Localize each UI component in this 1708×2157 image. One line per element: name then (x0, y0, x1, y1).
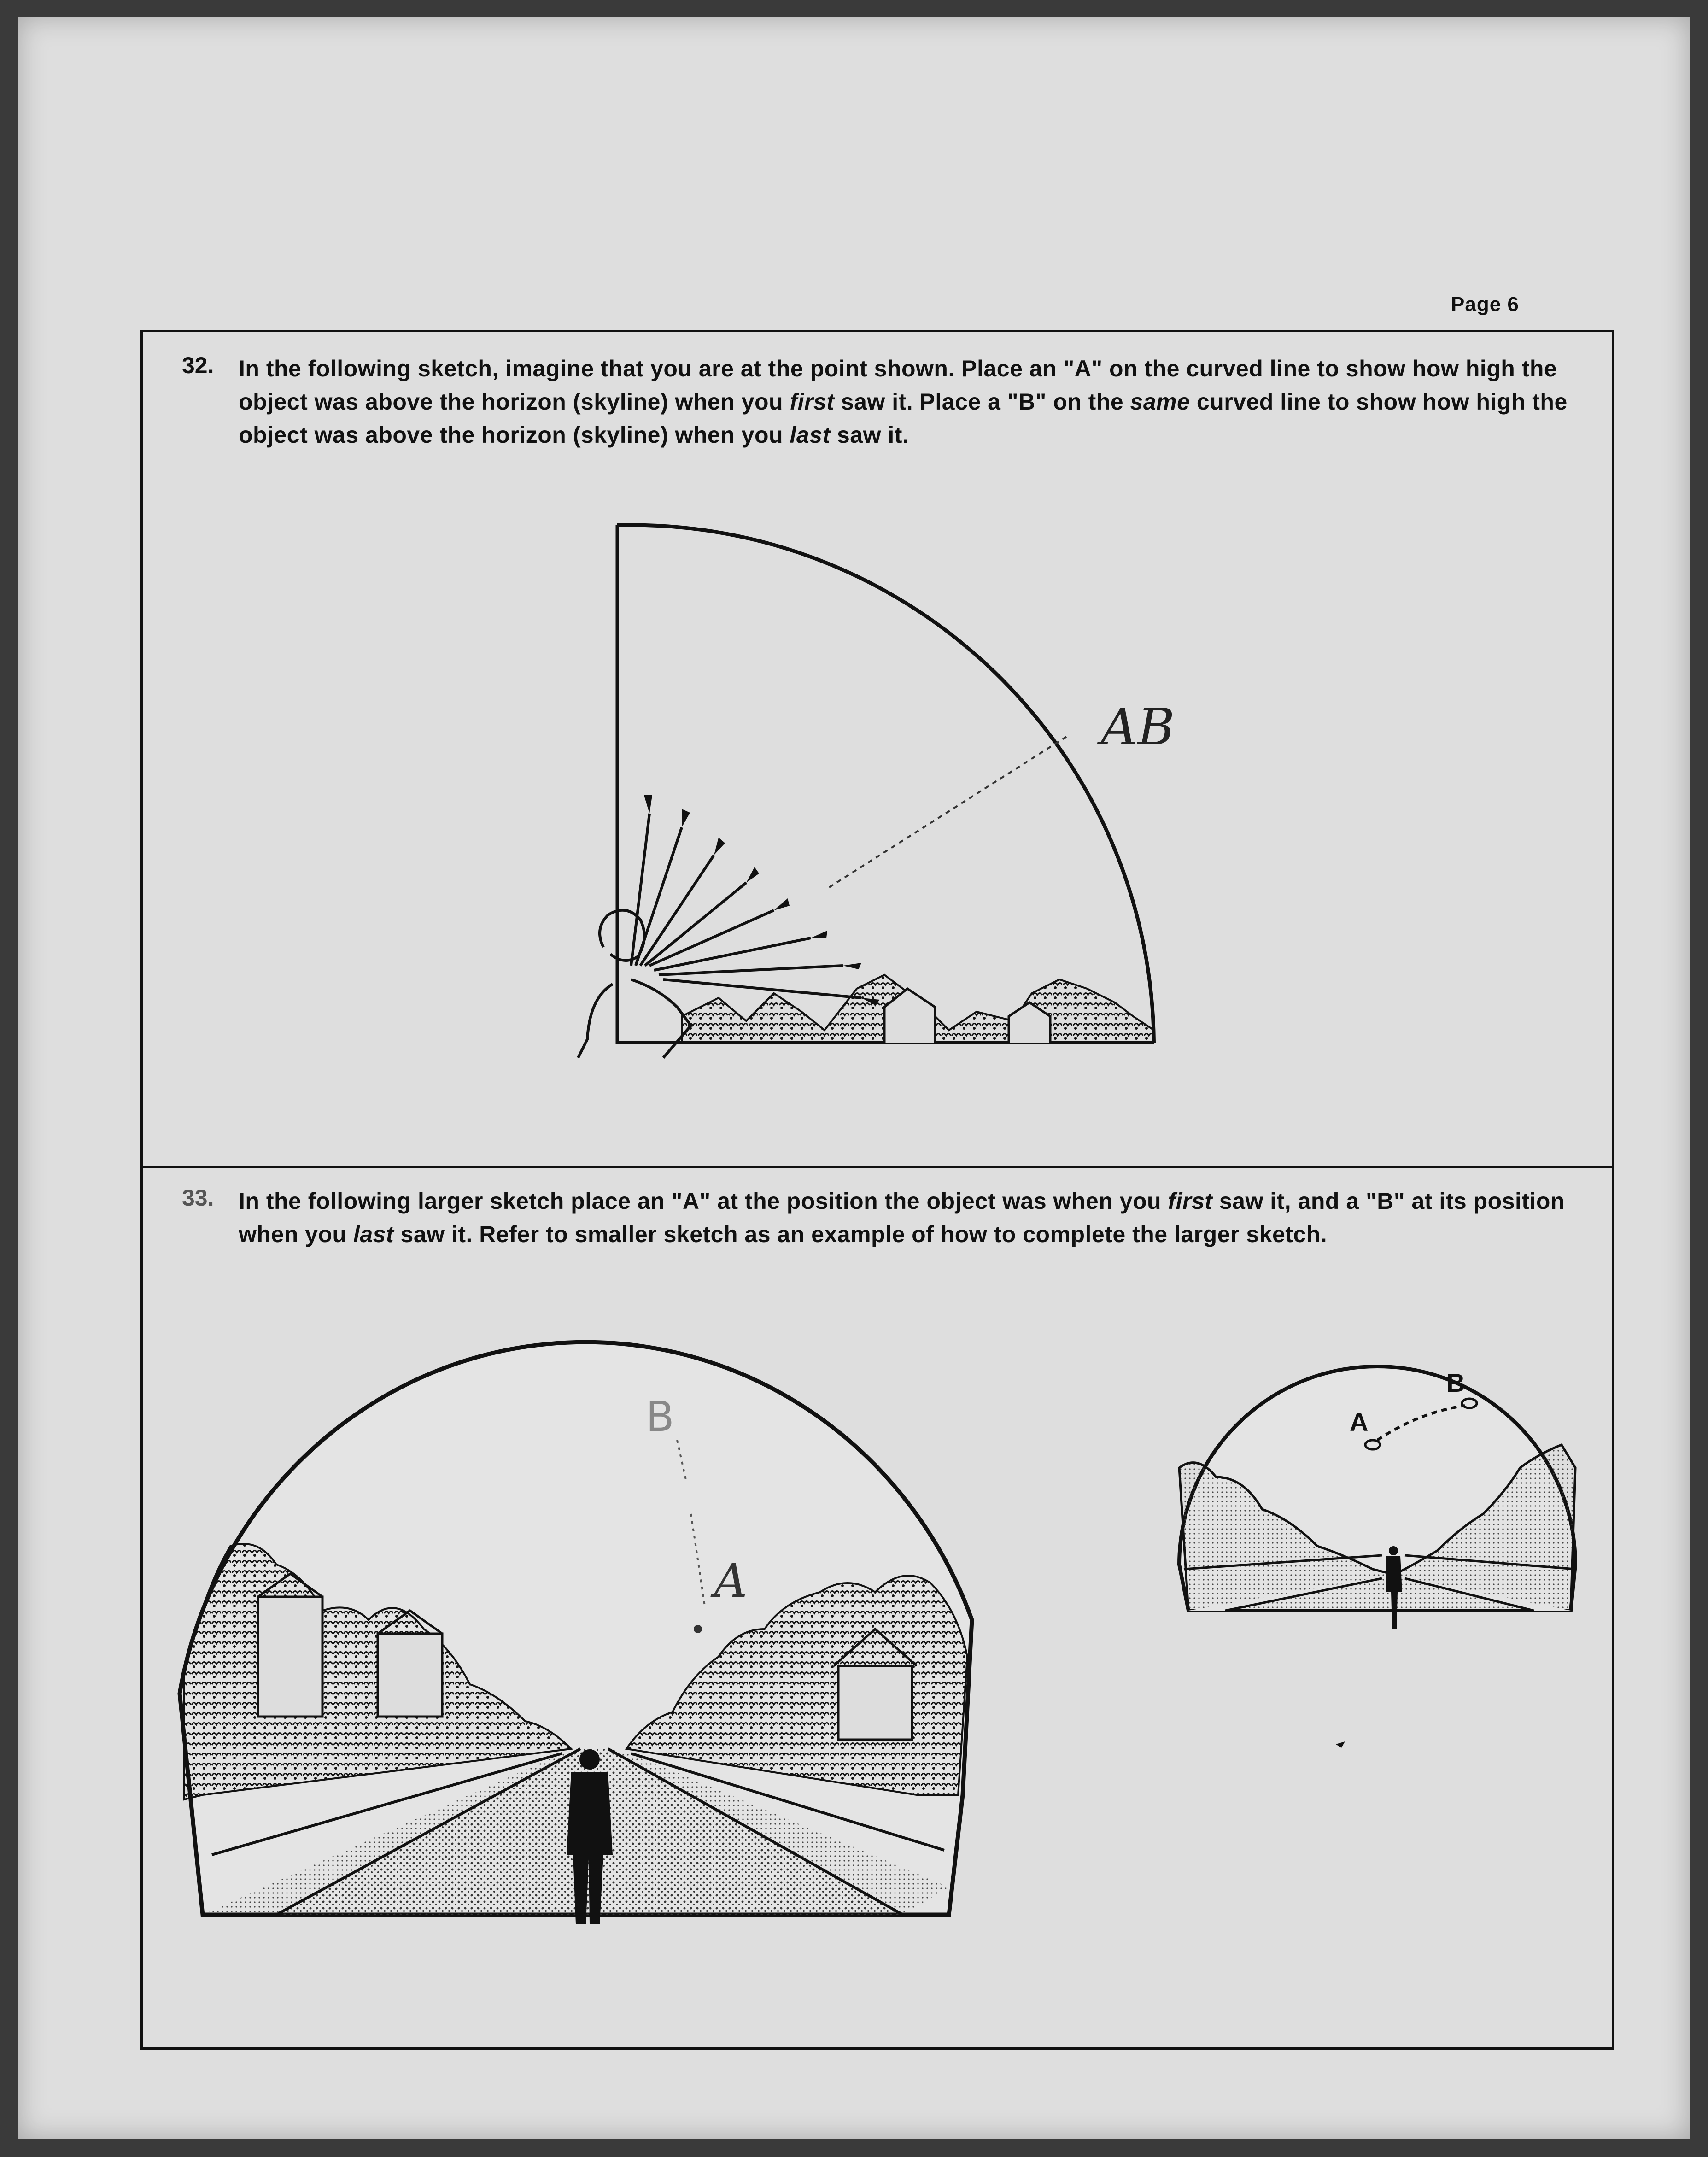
question-32-text-part: saw it. Place a "B" on the (834, 389, 1130, 415)
emphasis-same: same (1130, 389, 1190, 415)
question-32-number: 32. (182, 352, 214, 378)
question-32-text-part: curved line to show how high the object was above the horizon (skyline) when you (239, 389, 1568, 448)
example-sketch (1179, 1366, 1575, 1629)
small-man-silhouette (1386, 1546, 1402, 1629)
scan-speck (1336, 1741, 1345, 1748)
illustrations (18, 17, 1690, 2139)
large-street-sketch (180, 1342, 972, 1924)
question-33-text-part: In the following larger sketch place an "A" at the position the object was when you (239, 1188, 1168, 1214)
question-33-text-part: saw it. Refer to smaller sketch as an example of how to complete the larger sketch. (394, 1221, 1328, 1247)
emphasis-last: last (353, 1221, 394, 1247)
handwritten-a: A (714, 1554, 748, 1608)
handwritten-answer-ab: AB (1101, 698, 1175, 756)
emphasis-last: last (790, 422, 831, 448)
question-32-text-part: In the following sketch, imagine that you are at the point shown. Place an "A" on the curved line to show how high the object was above the horizon (skyline) when you (239, 356, 1557, 415)
example-label-a: A (1350, 1407, 1369, 1436)
emphasis-first: first (1168, 1188, 1213, 1214)
question-33-number: 33. (182, 1185, 214, 1211)
page-number: Page 6 (1451, 293, 1519, 316)
quadrant-sketch (578, 525, 1175, 1058)
scanned-page (18, 17, 1690, 2139)
example-label-b: B (1446, 1368, 1465, 1397)
handwritten-b: B (646, 1393, 674, 1441)
question-33-text-part: saw it, and a "B" at its position when you (239, 1188, 1565, 1247)
question-32-text-part: saw it. (830, 422, 909, 448)
emphasis-first: first (790, 389, 835, 415)
